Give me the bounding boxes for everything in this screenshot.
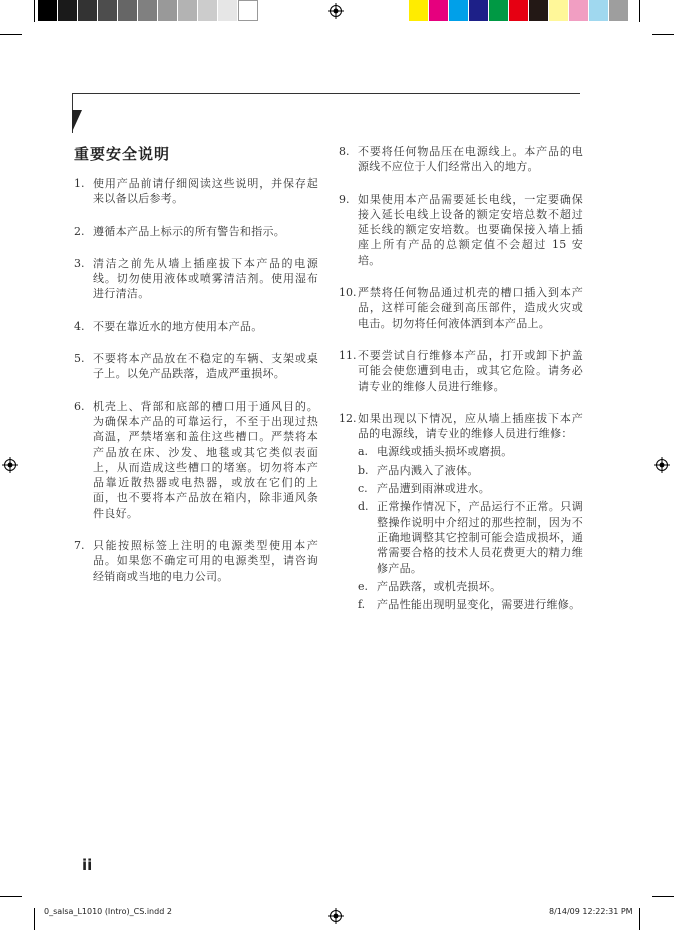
left-column — [74, 176, 318, 601]
item-text: 产品跌落，或机壳损坏。 — [377, 579, 502, 593]
item-text: 电源线或插头损坏或磨损。 — [377, 445, 513, 459]
color-swatch — [529, 0, 549, 21]
crop-mark — [34, 908, 35, 930]
sub-list — [358, 441, 583, 612]
item-number: e. — [358, 579, 369, 593]
item-number: 2. — [74, 224, 85, 238]
color-swatch — [238, 0, 258, 21]
color-swatch — [429, 0, 449, 21]
item-number: 10. — [339, 286, 357, 300]
crop-mark — [652, 896, 674, 897]
sub-list-item — [358, 481, 583, 496]
item-text: 严禁将任何物品通过机壳的槽口插入到本产品，这样可能会碰到高压部件，造成火灾或电击。切勿将任何液体洒到本产品上。 — [358, 286, 583, 330]
item-text: 不要尝试自行维修本产品，打开或卸下护盖可能会使您遭到电击，或其它危险。请务必请专业的维修人员进行维修。 — [358, 348, 583, 393]
crop-mark — [639, 908, 640, 930]
color-swatch — [409, 0, 429, 21]
sub-list-item — [358, 597, 583, 612]
item-number: 5. — [74, 352, 85, 366]
sub-list-item — [358, 463, 583, 478]
right-column — [339, 144, 583, 629]
color-swatch — [549, 0, 569, 21]
header-rule — [72, 93, 580, 94]
color-calibration-bar — [409, 0, 629, 21]
list-item — [74, 224, 318, 239]
sub-list-item — [358, 499, 583, 575]
color-swatch — [449, 0, 469, 21]
item-number: 7. — [74, 539, 85, 553]
item-number: c. — [358, 482, 368, 496]
file-slug: 0_salsa_L1010 (Intro)_CS.indd 2 — [44, 907, 172, 916]
list-item — [74, 256, 318, 302]
item-number: 4. — [74, 319, 85, 333]
gray-calibration-bar — [38, 0, 258, 21]
list-item — [339, 192, 583, 268]
crop-mark — [639, 0, 640, 22]
item-text: 机壳上、背部和底部的槽口用于通风目的。为确保本产品的可靠运行，不至于出现过热高温，严禁堵塞和盖住这些槽口。严禁将本产品放在床、沙发、地毯或其它类似表面上，从而造成这些槽口的堵塞。切勿将本产品靠近散热器或电热器，或放在它们的上面，也不要将本产品放在箱内，除非通风条件良好。 — [93, 399, 318, 520]
color-swatch — [609, 0, 629, 21]
item-text: 如果使用本产品需要延长电线，一定要确保接入延长电线上设备的额定安培总数不超过延长线的额定安培数。也要确保接入墙上插座上所有产品的总额定值不会超过 15 安培。 — [358, 192, 583, 267]
color-swatch — [158, 0, 178, 21]
item-text: 遵循本产品上标示的所有警告和指示。 — [93, 224, 286, 238]
list-item — [339, 285, 583, 331]
item-number: 6. — [74, 399, 85, 413]
list-item — [74, 399, 318, 521]
list-item — [339, 411, 583, 613]
color-swatch — [469, 0, 489, 21]
item-number: f. — [358, 598, 366, 612]
color-swatch — [218, 0, 238, 21]
item-text: 使用产品前请仔细阅读这些说明，并保存起来以备以后参考。 — [93, 177, 318, 206]
color-swatch — [118, 0, 138, 21]
color-swatch — [178, 0, 198, 21]
color-swatch — [38, 0, 58, 21]
registration-mark-icon — [328, 3, 344, 19]
item-text: 不要将本产品放在不稳定的车辆、支架或桌子上。以免产品跌落，造成严重损坏。 — [93, 352, 318, 381]
color-swatch — [589, 0, 609, 21]
crop-mark — [0, 34, 22, 35]
list-item — [74, 176, 318, 207]
sub-list-item — [358, 444, 583, 459]
color-swatch — [78, 0, 98, 21]
item-text: 不要在靠近水的地方使用本产品。 — [93, 319, 263, 333]
crop-mark — [0, 896, 22, 897]
crop-mark — [34, 0, 35, 22]
date-slug: 8/14/09 12:22:31 PM — [549, 907, 633, 916]
page-title: 重要安全说明 — [74, 145, 171, 163]
list-item — [74, 538, 318, 584]
item-number: 8. — [339, 145, 350, 158]
crop-mark — [652, 34, 674, 35]
item-number: 9. — [339, 192, 350, 206]
list-item — [74, 351, 318, 382]
color-swatch — [569, 0, 589, 21]
color-swatch — [138, 0, 158, 21]
item-number: d. — [358, 500, 369, 514]
item-text: 清洁之前先从墙上插座拔下本产品的电源线。切勿使用液体或喷雾清洁剂。使用湿布进行清洁。 — [93, 256, 318, 301]
item-number: 3. — [74, 256, 85, 270]
registration-mark-icon — [654, 457, 670, 473]
color-swatch — [489, 0, 509, 21]
item-text: 产品性能出现明显变化，需要进行维修。 — [377, 598, 581, 612]
item-number: 11. — [339, 348, 357, 362]
header-triangle-icon — [72, 110, 82, 132]
color-swatch — [198, 0, 218, 21]
page-number: ii — [82, 856, 93, 874]
list-item — [339, 144, 583, 175]
item-text: 不要将任何物品压在电源线上。本产品的电源线不应位于人们经常出入的地方。 — [358, 145, 583, 174]
item-number: a. — [358, 445, 369, 459]
item-text: 如果出现以下情况，应从墙上插座拔下本产品的电源线，请专业的维修人员进行维修： — [358, 411, 583, 441]
item-number: b. — [358, 463, 369, 477]
item-text: 产品内溅入了液体。 — [377, 463, 479, 477]
registration-mark-icon — [328, 908, 344, 924]
registration-mark-icon — [2, 457, 18, 473]
color-swatch — [509, 0, 529, 21]
list-item — [339, 348, 583, 394]
color-swatch — [58, 0, 78, 21]
list-item — [74, 319, 318, 334]
item-number: 1. — [74, 177, 85, 190]
sub-list-item — [358, 579, 583, 594]
color-swatch — [98, 0, 118, 21]
item-number: 12. — [339, 411, 357, 425]
item-text: 产品遭到雨淋或进水。 — [377, 482, 490, 496]
item-text: 只能按照标签上注明的电源类型使用本产品。如果您不确定可用的电源类型，请咨询经销商或当地的电力公司。 — [93, 539, 318, 583]
item-text: 正常操作情况下，产品运行不正常。只调整操作说明中介绍过的那些控制，因为不正确地调整其它控制可能会造成损坏，通常需要合格的技术人员花费更大的精力维修产品。 — [377, 500, 583, 575]
